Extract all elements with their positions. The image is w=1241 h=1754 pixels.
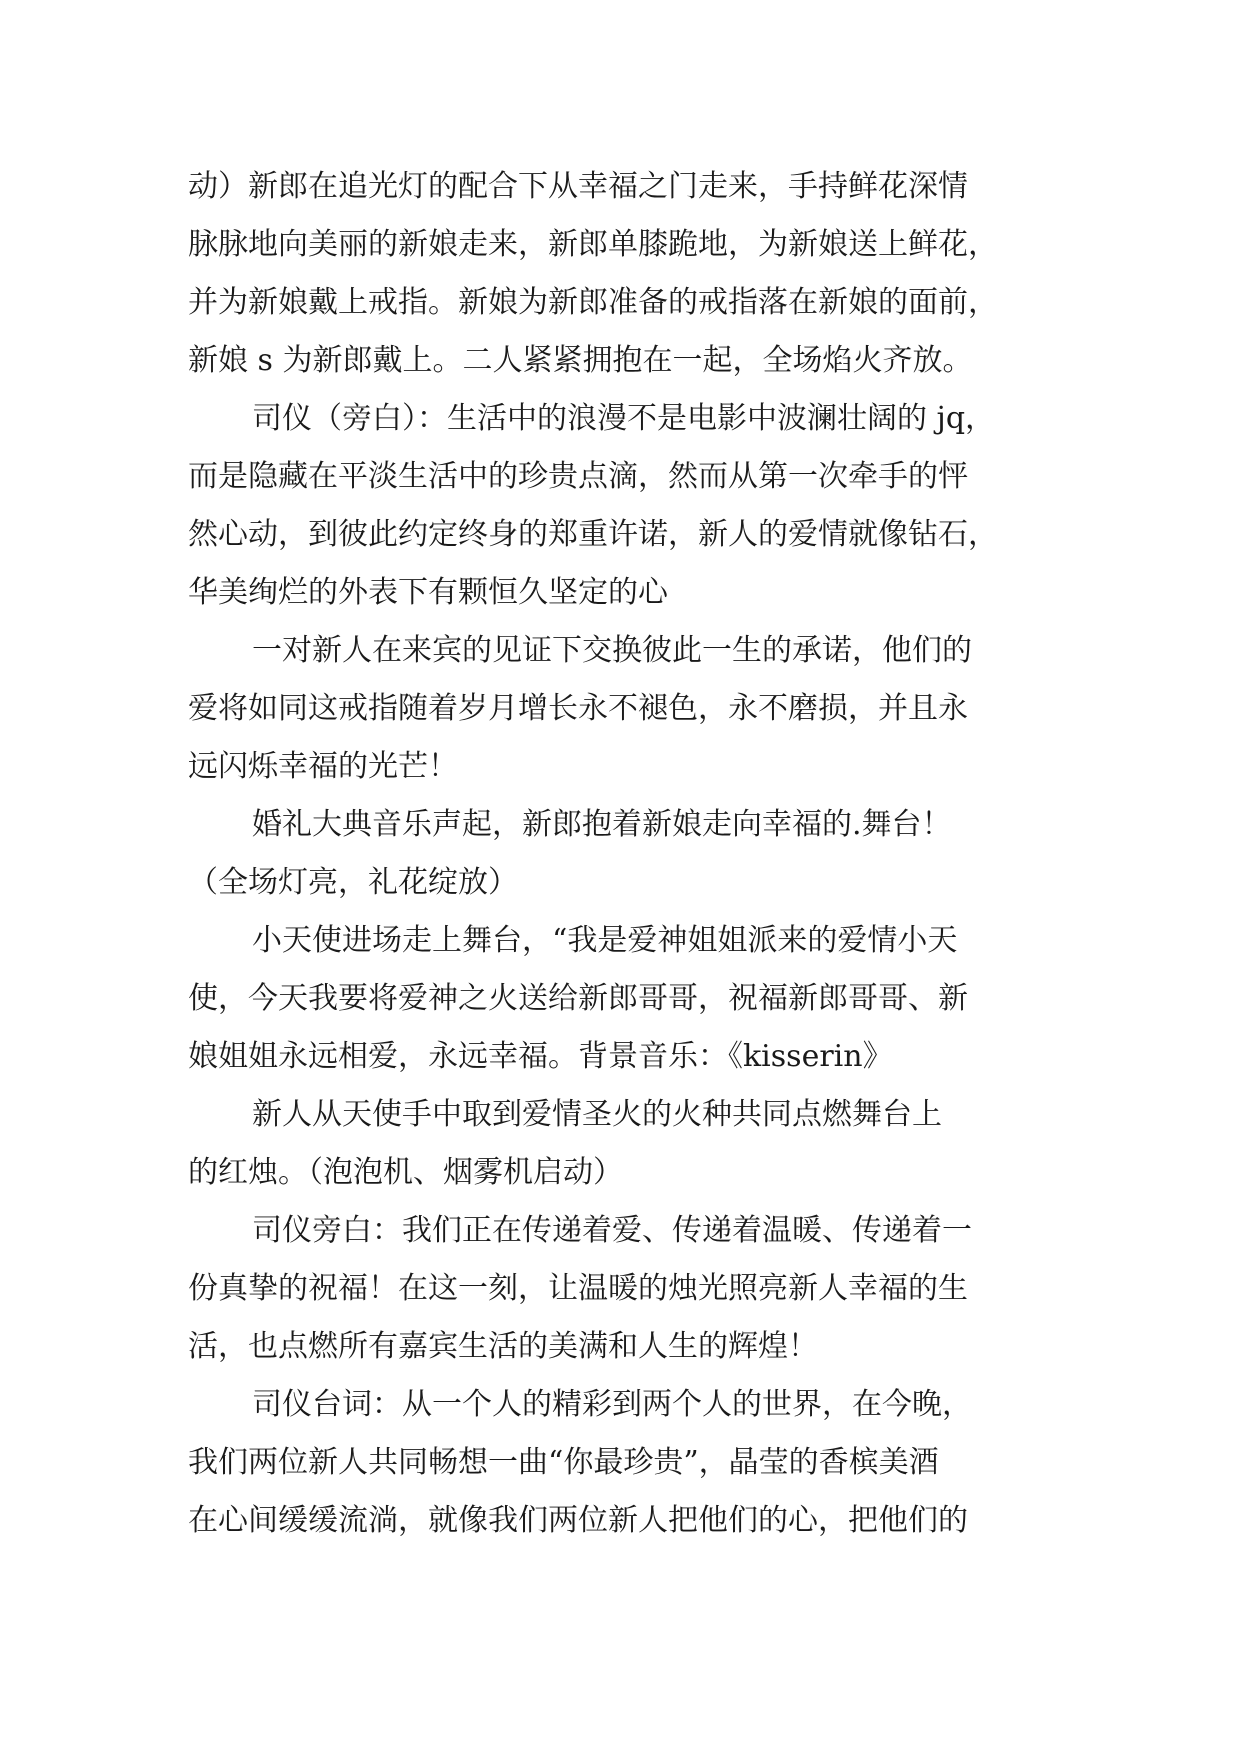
text-line: 小天使进场走上舞台，“我是爱神姐姐派来的爱情小天 bbox=[252, 923, 958, 958]
text-line: 我们两位新人共同畅想一曲“你最珍贵”，晶莹的香槟美酒 bbox=[188, 1445, 939, 1480]
text-line: 然心动，到彼此约定终身的郑重许诺，新人的爱情就像钻石， bbox=[188, 517, 998, 552]
text-line: 动）新郎在追光灯的配合下从幸福之门走来，手持鲜花深情 bbox=[188, 169, 968, 204]
text-line: 一对新人在来宾的见证下交换彼此一生的承诺，他们的 bbox=[252, 633, 972, 668]
text-line: 脉脉地向美丽的新娘走来，新郎单膝跪地，为新娘送上鲜花， bbox=[188, 227, 998, 262]
text-line: 并为新娘戴上戒指。新娘为新郎准备的戒指落在新娘的面前， bbox=[188, 285, 998, 320]
body-text bbox=[188, 158, 1088, 1550]
text-line: 新娘 s 为新郎戴上。二人紧紧拥抱在一起，全场焰火齐放。 bbox=[188, 343, 973, 378]
text-line: 使，今天我要将爱神之火送给新郎哥哥，祝福新郎哥哥、新 bbox=[188, 981, 968, 1016]
text-line: 华美绚烂的外表下有颗恒久坚定的心 bbox=[188, 575, 668, 610]
text-line: 司仪旁白：我们正在传递着爱、传递着温暖、传递着一 bbox=[252, 1213, 972, 1248]
text-line: 活，也点燃所有嘉宾生活的美满和人生的辉煌！ bbox=[188, 1329, 818, 1364]
text-line: 在心间缓缓流淌，就像我们两位新人把他们的心，把他们的 bbox=[188, 1503, 968, 1538]
text-line: 娘姐姐永远相爱，永远幸福。背景音乐：《kisserin》 bbox=[188, 1039, 893, 1074]
text-line: 而是隐藏在平淡生活中的珍贵点滴，然而从第一次牵手的怦 bbox=[188, 459, 968, 494]
text-line: 司仪台词：从一个人的精彩到两个人的世界，在今晚， bbox=[252, 1387, 972, 1422]
text-line: 新人从天使手中取到爱情圣火的火种共同点燃舞台上 bbox=[252, 1097, 942, 1132]
text-line: 的红烛。（泡泡机、烟雾机启动） bbox=[188, 1155, 623, 1190]
text-line: 司仪（旁白）：生活中的浪漫不是电影中波澜壮阔的 jq， bbox=[252, 401, 996, 436]
text-line: 份真挚的祝福！在这一刻，让温暖的烛光照亮新人幸福的生 bbox=[188, 1271, 968, 1306]
text-line: 爱将如同这戒指随着岁月增长永不褪色，永不磨损，并且永 bbox=[188, 691, 968, 726]
text-line: （全场灯亮，礼花绽放） bbox=[188, 865, 518, 900]
text-line: 婚礼大典音乐声起，新郎抱着新娘走向幸福的.舞台！ bbox=[252, 807, 952, 842]
text-line: 远闪烁幸福的光芒！ bbox=[188, 749, 458, 784]
